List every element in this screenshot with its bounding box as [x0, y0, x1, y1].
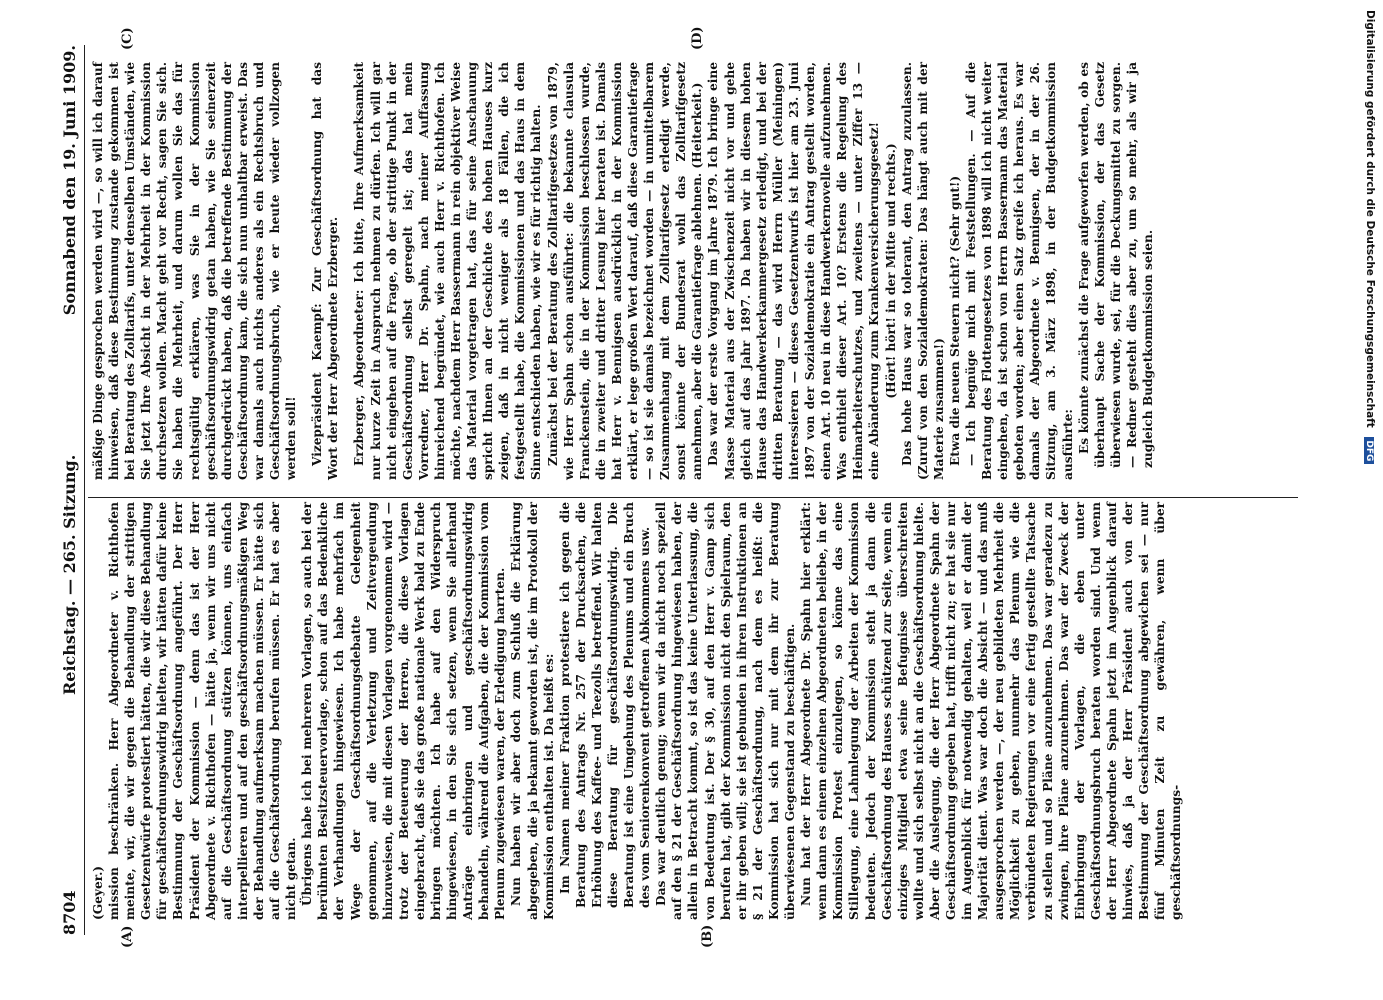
paragraph: Übrigens habe ich bei mehreren Vorlagen, so auch bei der berühmten Besitzsteuervorlage, schon auf das Bedenkliche der Verhandlungen hingewiesen. Ich habe mehrfach im Wege der Geschäftsordnungsdebatte Gelegenheit genommen, auf die Verletzung und Zeitvergeudung hinzuweisen, die mit diesen Vorlagen vorgenommen wird — trotz der Beteuerung der Herren, die diese Vorlagen eingebracht, daß sie das große nationale Werk bald zu Ende bringen möchten. Ich habe auf den Widerspruch hingewiesen, in den Sie sich setzen, wenn Sie allerhand Anträge einbringen und geschäftsordnungswidrig behandeln, während die Aufgaben, die der Kommission vom Plenum zugewiesen waren, der Erledigung harrten.: [300, 502, 508, 920]
paragraph: mäßige Dinge gesprochen werden wird —, so will ich darauf hinweisen, daß diese Bestimmung zustande gekommen ist bei Beratung des Zolltarifs, unter denselben Umständen, wie Sie jetzt Ihre Absicht in der Mehrheit in der Kommission durchsetzen wollen. Macht geht vor Recht, sagen Sie sich. Sie haben die Mehrheit, und darum wollen Sie das für rechtsgültig erklären, was Sie in der Kommission geschäftsordnungswidrig getan haben, wie Sie seinerzeit durchgedrückt haben, daß die betreffende Bestimmung der Geschäftsordnung kam, die sich nun unhaltbar erweist. Das war damals auch nichts anderes als ein Rechtsbruch und Geschäftsordnungsbruch, wie er heute wieder vollzogen werden soll!: [91, 62, 299, 480]
margin-mark-c: (C): [120, 27, 135, 50]
credit-text: Digitalisierung gefördert durch die Deutsche Forschungsgemeinschaft: [1364, 10, 1376, 428]
column-divider: [88, 497, 1298, 498]
interjection: (Hört! hört! in der Mitte und rechts.): [883, 143, 898, 399]
paragraph: — Ich begnüge mich mit Feststellungen. — Auf die Beratung des Flottengesetzes von 1898 will ich nicht weiter eingehen, da ist schon von Herrn Bassermann das Material geboten worden; aber einen Satz greife ich heraus. Es war damals der Abgeordnete v. Bennigsen, der in der 26. Sitzung, am 3. März 1898, in der Budgetkommission ausführte:: [963, 62, 1075, 480]
paragraph: Nun hat der Herr Abgeordnete Dr. Spahn hier erklärt: wenn dann es einem einzelnen Abgeordneten beliebe, in der Kommission Protest einzulegen, so könne das eine Stillegung, eine Lahmlegung der Arbeiten der Kommission bedeuten. Jedoch der Kommission steht ja dann die Geschäftsordnung des Hauses schützend zur Seite, wenn ein einziges Mitglied etwa seine Befugnisse überschreiten wollte und sich selbst nicht an die Geschäftsordnung hielte. Aber die Auslegung, die der Herr Abgeordnete Spahn der Geschäftsordnung gegeben hat, trifft nicht zu; er hat sie nur im Augenblick für notwendig gehalten, weil er damit der Majorität dient. Was war doch die Absicht — und das muß ausgesprochen werden —, der neu gebildeten Mehrheit die Möglichkeit zu geben, nunmehr das Plenum wie die verbündeten Regierungen vor eine fertig gestellte Tatsache zu stellen und so Pläne anzunehmen. Das war geradezu zu zwingen, ihre Pläne anzunehmen. Das war der Zweck der Einbringung der Vorlagen, die eben unter Geschäftsordnungsbruch beraten worden sind. Und wenn der Herr Abgeordnete Spahn jetzt im Augenblick darauf hinwies, daß ja der Herr Präsident auch von der Bestimmung der Geschäftsordnung abgewichen sei — nur fünf Minuten Zeit zu gewähren, wenn über geschäftsordnungs-: [799, 502, 1184, 920]
header-title: Reichstag. — 265. Sitzung.: [60, 454, 79, 695]
paragraph: Das hohe Haus war so tolerant, den Antrag zuzulassen. (Zuruf von den Sozialdemokraten: Das hängt auch mit der Materie zusammen!): [899, 62, 946, 480]
paragraph: Das war der erste Vorgang im Jahre 1879. Ich bringe eine Masse Material aus der Zwischenzeit nicht vor und gehe gleich auf das Jahr 1897. Da haben wir in diesem hohen Hause das Handwerkerkammergesetz erledigt, und bei der dritten Beratung — das wird Herrn Müller (Meiningen) interessieren — dieses Gesetzentwurfs ist hier am 23. Juni 1897 von der Sozialdemokratie ein Antrag gestellt worden, einen Art. 10 neu in diese Handwerkernovelle aufzunehmen. Was enthielt dieser Art. 10? Erstens die Regelung des Heimarbeiterschutzes, und zweitens — unter Ziffer 13 — eine Abänderung zum Krankenversicherungsgesetz!: [706, 62, 882, 480]
margin-mark-b: (B): [700, 924, 715, 948]
digitization-credit: [1362, 10, 1376, 990]
header-date: Sonnabend den 19. Juni 1909.: [60, 45, 79, 316]
paragraph: Vizepräsident Kaempf: Zur Geschäftsordnung hat das Wort der Herr Abgeordnete Erzberger.: [310, 62, 341, 480]
paragraph: Etwa die neuen Steuern nicht? (Sehr gut!): [947, 175, 962, 466]
page-header: [60, 45, 82, 935]
paragraph: Nun haben wir aber doch zum Schluß die Erklärung abgegeben, die ja bekannt geworden ist, die im Protokoll der Kommission enthalten ist. Da heißt es:: [509, 502, 556, 920]
right-column: [90, 62, 1156, 480]
quotation: Es könnte zunächst die Frage aufgeworfen werden, ob es überhaupt Sache der Kommission, der das Gesetz überwiesen wurde, sei, für die Deckungsmittel zu sorgen. — Redner gesteht dies aber zu, um so mehr, als wir ja zugleich Budgetkommission seien.: [1076, 62, 1155, 468]
speaker-label: (Geyer.): [91, 865, 105, 920]
header-rule: [84, 45, 85, 935]
margin-mark-a: (A): [120, 925, 135, 948]
left-column: [90, 502, 1184, 920]
margin-mark-d: (D): [690, 26, 705, 50]
dfg-logo: DFG: [1364, 437, 1374, 464]
quotation: Im Namen meiner Fraktion protestiere ich gegen die Beratung des Antrags Nr. 257 der Drucksachen, die Erhöhung des Kaffee- und Teezolls betreffend. Wir halten diese Beratung für geschäftsordnungswidrig. Die Beratung ist eine Umgehung des Plenums und ein Bruch des vom Seniorenkonvent getroffenen Abkommens usw.: [557, 502, 653, 908]
paragraph: Erzberger, Abgeordneter: Ich bitte, Ihre Aufmerksamkeit nur kurze Zeit in Anspruch nehmen zu dürfen. Ich will gar nicht eingehen auf die Frage, ob der strittige Punkt in der Geschäftsordnung selbst geregelt ist; das hat mein Vorredner, Herr Dr. Spahn, nach meiner Auffassung hinreichend begründet, wie auch Herr v. Richthofen. Ich möchte, nachdem Herr Bassermann in rein objektiver Weise das Material vorgetragen hat, das für seine Anschauung spricht Ihnen an der Geschichte des hohen Hauses kurz zeigen, daß in nicht weniger als 18 Fällen, die ich festgestellt habe, die Kommissionen und das Haus in dem Sinne entschieden haben, wie wir es für richtig halten.: [352, 62, 544, 480]
paragraph: mission beschränken. Herr Abgeordneter v. Richthofen meinte, wir, die wir gegen die Behandlung der strittigen Gesetzentwürfe protestiert hätten, die wir diese Behandlung für geschäftsordnungswidrig hielten, wir hätten dafür keine Bestimmung der Geschäftsordnung angeführt. Der Herr Präsident der Kommission — denn das ist der Herr Abgeordnete v. Richthofen — hätte ja, wenn wir uns nicht auf die Geschäftsordnung stützen können, uns einfach interpellieren und auf den geschäftsordnungsmäßigen Weg der Behandlung aufmerksam machen müssen. Er hätte sich auf die Geschäftsordnung berufen müssen. Er hat es aber nicht getan.: [107, 502, 299, 920]
paragraph: Das war deutlich genug; wenn wir da nicht noch speziell auf den § 21 der Geschäftsordnung hingewiesen haben, der allein in Betracht kommt, so ist das keine Unterlassung, die von Bedeutung ist. Der § 30, auf den Herr v. Gamp sich berufen hat, gibt der Kommission nicht den Spielraum, den er ihr geben will; sie ist gebunden in ihren Instruktionen an § 21 der Geschäftsordnung, nach dem es heißt: die Kommission hat sich nur mit dem ihr zur Beratung überwiesenen Gegenstand zu beschäftigen.: [654, 502, 798, 920]
paragraph: Zunächst bei der Beratung des Zolltarifgesetzes von 1879, wie Herr Spahn schon ausführte: die bekannte clausula Franckenstein, die in der Kommission beschlossen wurde, die in zweiter und dritter Lesung hier beraten ist. Damals hat Herr v. Bennigsen ausdrücklich in der Kommission erklärt, er lege großen Wert darauf, daß diese Garantiefrage — so ist sie damals bezeichnet worden — in unmittelbarem Zusammenhang mit dem Zolltarifgesetz erledigt werde, sonst könnte der Bundesrat wohl das Zolltarifgesetz annehmen, aber die Garantiefrage ablehnen. (Heiterkeit.): [545, 62, 705, 480]
page-number: 8704: [60, 890, 79, 935]
